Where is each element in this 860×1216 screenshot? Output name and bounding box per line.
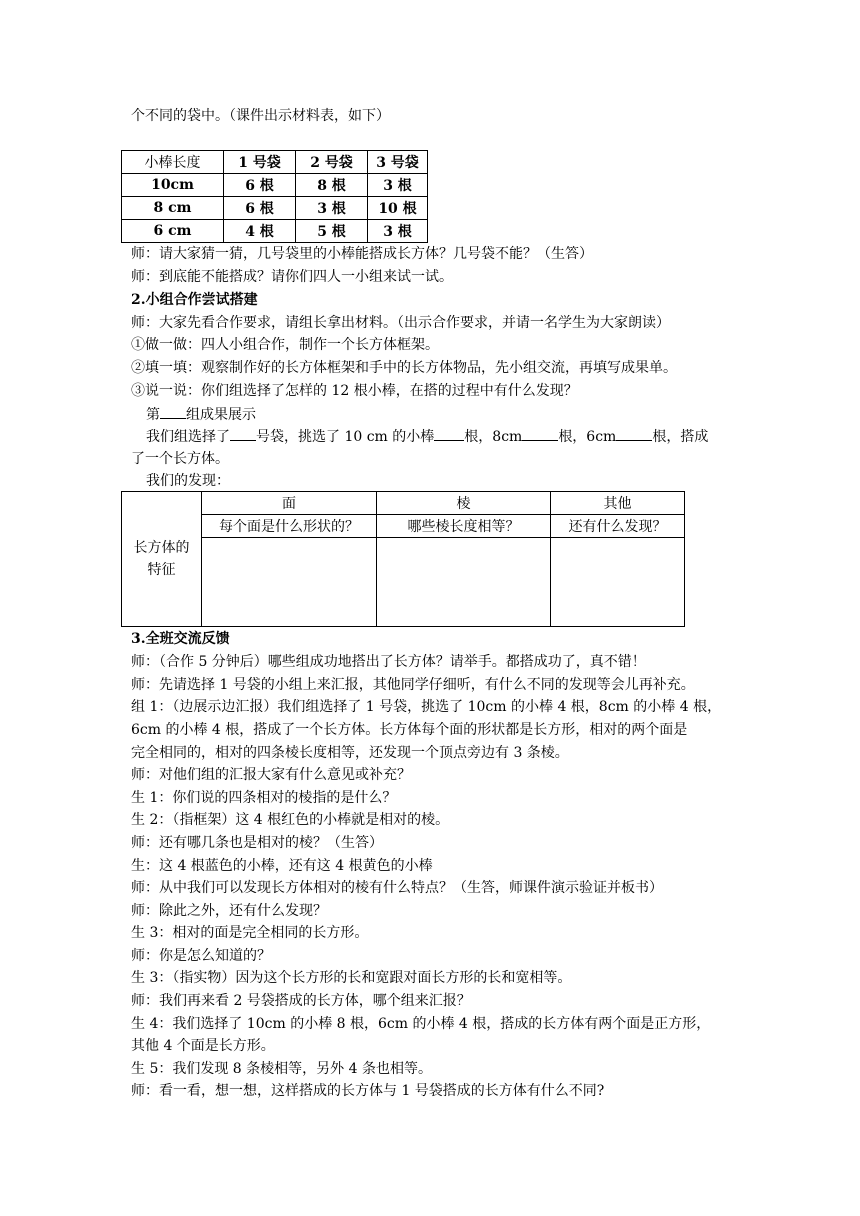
dialogue-line: ③说一说：你们组选择了怎样的 12 根小棒，在搭的过程中有什么发现？	[131, 383, 578, 399]
table-row	[122, 538, 685, 627]
question-cell: 每个面是什么形状的？	[202, 515, 377, 538]
dialogue-line: 师：（合作 5 分钟后）哪些组成功地搭出了长方体？请举手。都搭成功了，真不错！	[131, 654, 646, 670]
dialogue-line: ①做一做：四人小组合作，制作一个长方体框架。	[131, 337, 439, 353]
count-8cm-blank	[522, 426, 558, 441]
selection-text: 号袋，挑选了 10 cm 的小棒	[256, 429, 435, 445]
dialogue-line: 师：看一看，想一想，这样搭成的长方体与 1 号袋搭成的长方体有什么不同?	[131, 1083, 605, 1099]
row-label: 长方体的特征	[133, 540, 190, 578]
table-header-cell: 其他	[551, 492, 685, 515]
dialogue-line: 生 3：（指实物）因为这个长方形的长和宽跟对面长方形的长和宽相等。	[131, 970, 572, 986]
table-row	[122, 220, 428, 243]
table-cell: 6 cm	[122, 220, 224, 243]
dialogue-line: 师：除此之外，还有什么发现？	[131, 903, 327, 919]
dialogue-line: 完全相同的，相对的四条棱长度相等，还发现一个顶点旁边有 3 条棱。	[131, 745, 569, 761]
selection-text: 根，8cm	[464, 429, 523, 445]
table-header-cell: 面	[202, 492, 377, 515]
selection-text: 根，6cm	[558, 429, 617, 445]
group-title-prefix: 第	[146, 407, 160, 423]
features-table	[121, 491, 685, 627]
bag-number-blank	[230, 426, 256, 441]
dialogue-line: 师：请大家猜一猜，几号袋里的小棒能搭成长方体？几号袋不能？（生答）	[131, 246, 593, 262]
dialogue-line: 师：到底能不能搭成？请你们四人一小组来试一试。	[131, 269, 453, 285]
question-cell: 还有什么发现？	[551, 515, 685, 538]
dialogue-line: 生：这 4 根蓝色的小棒，还有这 4 根黄色的小棒	[131, 858, 433, 874]
table-row	[122, 515, 685, 538]
dialogue-line: 其他 4 个面是长方形。	[131, 1038, 275, 1054]
dialogue-line: 生 2：（指框架）这 4 根红色的小棒就是相对的棱。	[131, 812, 450, 828]
table-cell: 10cm	[122, 174, 224, 197]
table-header-row	[122, 151, 428, 174]
findings-label: 我们的发现：	[146, 473, 230, 489]
table-cell: 8 cm	[122, 197, 224, 220]
table-cell: 3 根	[296, 197, 368, 220]
table-header-cell: 小棒长度	[122, 151, 224, 174]
dialogue-line: 组 1：（边展示边汇报）我们组选择了 1 号袋，挑选了 10cm 的小棒 4 根，8cm 的小棒 4 根，	[131, 699, 722, 715]
dialogue-line: 生 5：我们发现 8 条棱相等，另外 4 条也相等。	[131, 1061, 432, 1077]
dialogue-line: 师：对他们组的汇报大家有什么意见或补充？	[131, 767, 411, 783]
table-cell: 8 根	[296, 174, 368, 197]
dialogue-line: 生 1：你们说的四条相对的棱指的是什么？	[131, 790, 397, 806]
table-header-cell: 2 号袋	[296, 151, 368, 174]
dialogue-line: ②填一填：观察制作好的长方体框架和手中的长方体物品，先小组交流，再填写成果单。	[131, 360, 677, 376]
table-cell: 6 根	[224, 197, 296, 220]
dialogue-line: 师：大家先看合作要求，请组长拿出材料。（出示合作要求，并请一名学生为大家朗读）	[131, 315, 670, 331]
dialogue-line: 师：从中我们可以发现长方体相对的棱有什么特点？（生答，师课件演示验证并板书）	[131, 880, 663, 896]
table-cell: 4 根	[224, 220, 296, 243]
answer-cell	[202, 538, 377, 627]
count-6cm-blank	[616, 426, 652, 441]
group-title-suffix: 组成果展示	[186, 407, 256, 423]
selection-text: 我们组选择了	[146, 429, 230, 445]
group-title-line	[146, 404, 256, 425]
count-10cm-blank	[434, 426, 464, 441]
table-cell: 3 根	[368, 174, 428, 197]
table-header-row	[122, 492, 685, 515]
answer-cell	[551, 538, 685, 627]
selection-line	[146, 426, 708, 447]
table-cell: 5 根	[296, 220, 368, 243]
table-header-cell: 3 号袋	[368, 151, 428, 174]
dialogue-line: 6cm 的小棒 4 根，搭成了一个长方体。长方体每个面的形状都是长方形，相对的两个面是	[131, 722, 688, 738]
table-header-cell: 棱	[377, 492, 551, 515]
table-cell: 10 根	[368, 197, 428, 220]
question-cell: 哪些棱长度相等？	[377, 515, 551, 538]
dialogue-line: 生 3：相对的面是完全相同的长方形。	[131, 925, 369, 941]
row-label-cell	[122, 492, 202, 627]
dialogue-line: 生 4：我们选择了 10cm 的小棒 8 根，6cm 的小棒 4 根，搭成的长方体有两个面是正方形，	[131, 1016, 711, 1032]
dialogue-line: 师：我们再来看 2 号袋搭成的长方体，哪个组来汇报？	[131, 993, 471, 1009]
intro-text: 个不同的袋中。（课件出示材料表，如下）	[131, 108, 390, 124]
table-cell: 3 根	[368, 220, 428, 243]
selection-wrap: 了一个长方体。	[131, 451, 229, 467]
table-cell: 6 根	[224, 174, 296, 197]
group-number-blank	[160, 404, 186, 419]
selection-text: 根，搭成	[652, 429, 709, 445]
dialogue-line: 师：先请选择 1 号袋的小组上来汇报，其他同学仔细听，有什么不同的发现等会儿再补充。	[131, 677, 695, 693]
table-row	[122, 197, 428, 220]
dialogue-line: 师：还有哪几条也是相对的棱？（生答）	[131, 835, 383, 851]
table-row	[122, 174, 428, 197]
dialogue-line: 师：你是怎么知道的？	[131, 948, 271, 964]
table-header-cell: 1 号袋	[224, 151, 296, 174]
materials-table	[121, 150, 428, 243]
section-heading: 3.全班交流反馈	[131, 631, 230, 647]
answer-cell	[377, 538, 551, 627]
section-heading: 2.小组合作尝试搭建	[131, 292, 258, 308]
